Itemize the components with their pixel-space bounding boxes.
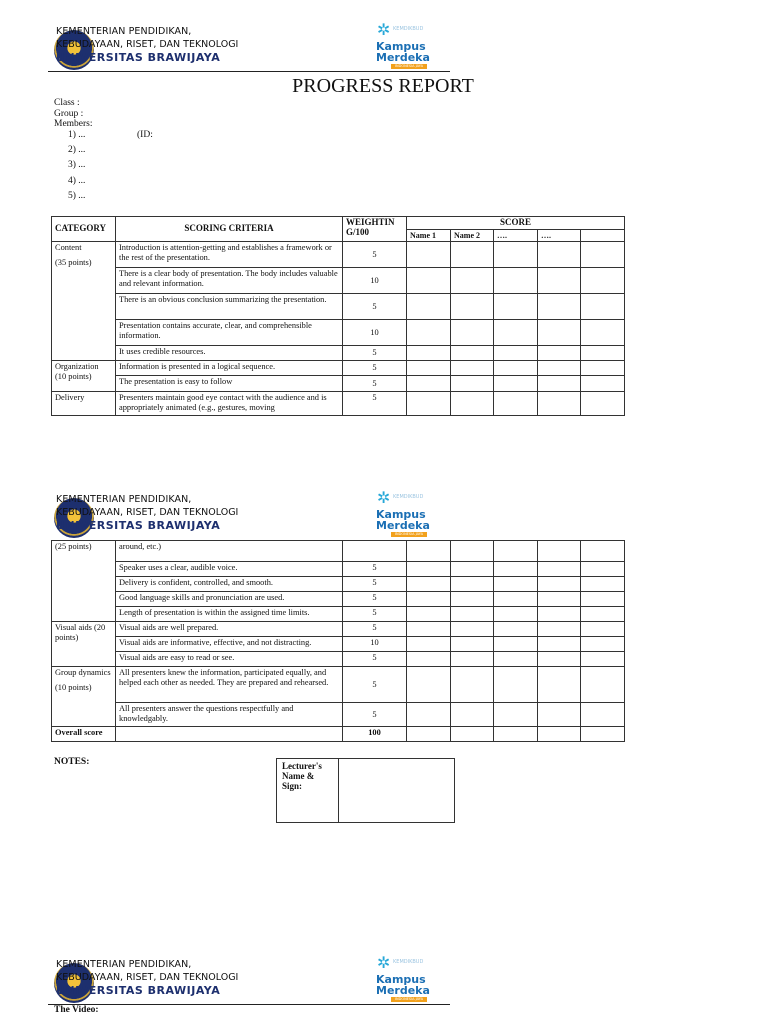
score-cell[interactable] bbox=[407, 294, 451, 320]
score-cell[interactable] bbox=[494, 703, 538, 727]
criteria-cell: Visual aids are informative, effective, and not distracting. bbox=[116, 637, 343, 652]
member-item: 5) ... bbox=[68, 191, 86, 201]
header-name-4: …. bbox=[538, 229, 581, 242]
weight-cell: 5 bbox=[343, 577, 407, 592]
weight-cell: 10 bbox=[343, 320, 407, 346]
header-rule bbox=[48, 1004, 450, 1005]
weight-cell: 5 bbox=[343, 346, 407, 361]
criteria-cell: Delivery is confident, controlled, and smooth. bbox=[116, 577, 343, 592]
criteria-cell: Length of presentation is within the assigned time limits. bbox=[116, 607, 343, 622]
group-label: Group : bbox=[54, 109, 84, 119]
score-cell[interactable] bbox=[451, 622, 494, 637]
member-id-label: (ID: bbox=[137, 130, 153, 140]
score-cell[interactable] bbox=[581, 652, 625, 667]
criteria-cell: Introduction is attention-getting and establishes a framework or the rest of the presentation. bbox=[116, 242, 343, 268]
score-cell[interactable] bbox=[407, 346, 451, 361]
kampus-merdeka-logo: ✲ KEMDIKBUD Kampus Merdeka INDONESIA JAYA bbox=[376, 20, 430, 68]
criteria-cell: around, etc.) bbox=[116, 541, 343, 562]
score-cell[interactable] bbox=[451, 667, 494, 703]
score-cell[interactable] bbox=[581, 622, 625, 637]
score-cell[interactable] bbox=[538, 703, 581, 727]
score-cell[interactable] bbox=[581, 294, 625, 320]
score-cell[interactable] bbox=[407, 541, 451, 562]
ministry-line-1: KEMENTERIAN PENDIDIKAN, bbox=[56, 959, 192, 970]
header-scoring-criteria: SCORING CRITERIA bbox=[116, 217, 343, 242]
kampus-merdeka-star-icon: ✲ bbox=[377, 488, 391, 507]
ministry-line-1: KEMENTERIAN PENDIDIKAN, bbox=[56, 494, 192, 505]
score-cell[interactable] bbox=[581, 562, 625, 577]
overall-weight: 100 bbox=[343, 727, 407, 742]
score-cell[interactable] bbox=[451, 592, 494, 607]
score-cell[interactable] bbox=[451, 562, 494, 577]
university-name: UNIVERSITAS BRAWIJAYA bbox=[56, 519, 221, 532]
score-cell[interactable] bbox=[494, 268, 538, 294]
criteria-cell: All presenters knew the information, participated equally, and helped each other as needed. They are prepared and rehearsed. bbox=[116, 667, 343, 703]
lecturer-sign-box bbox=[276, 758, 455, 823]
category-delivery: Delivery bbox=[52, 392, 116, 416]
score-cell[interactable] bbox=[581, 392, 625, 416]
score-cell[interactable] bbox=[407, 727, 451, 742]
page-title: PROGRESS REPORT bbox=[292, 75, 474, 97]
score-cell[interactable] bbox=[451, 376, 494, 392]
score-cell[interactable] bbox=[407, 320, 451, 346]
category-visual-aids: Visual aids (20 points) bbox=[52, 622, 116, 667]
lecturer-sign-label: Lecturer's Name & Sign: bbox=[277, 759, 339, 822]
header-category: CATEGORY bbox=[52, 217, 116, 242]
score-cell[interactable] bbox=[581, 703, 625, 727]
score-cell[interactable] bbox=[407, 592, 451, 607]
page-header-3 bbox=[48, 955, 453, 1025]
score-cell[interactable] bbox=[538, 294, 581, 320]
score-cell[interactable] bbox=[451, 268, 494, 294]
ministry-line-1: KEMENTERIAN PENDIDIKAN, bbox=[56, 26, 192, 37]
criteria-cell: The presentation is easy to follow bbox=[116, 376, 343, 392]
score-cell[interactable] bbox=[407, 652, 451, 667]
criteria-cell: Good language skills and pronunciation are used. bbox=[116, 592, 343, 607]
score-cell[interactable] bbox=[538, 392, 581, 416]
score-cell[interactable] bbox=[407, 667, 451, 703]
criteria-cell: Information is presented in a logical sequence. bbox=[116, 361, 343, 376]
weight-cell: 10 bbox=[343, 637, 407, 652]
score-cell[interactable] bbox=[494, 667, 538, 703]
header-weighting: WEIGHTIN G/100 bbox=[343, 217, 407, 242]
criteria-cell: There is an obvious conclusion summarizing the presentation. bbox=[116, 294, 343, 320]
criteria-cell: It uses credible resources. bbox=[116, 346, 343, 361]
rubric-table-part-1 bbox=[51, 216, 625, 416]
weight-cell: 5 bbox=[343, 361, 407, 376]
score-cell[interactable] bbox=[581, 577, 625, 592]
score-cell[interactable] bbox=[581, 727, 625, 742]
kampus-merdeka-logo: ✲ KEMDIKBUD Kampus Merdeka INDONESIA JAYA bbox=[376, 953, 430, 1001]
score-cell[interactable] bbox=[494, 607, 538, 622]
weight-cell: 5 bbox=[343, 392, 407, 416]
criteria-cell: Visual aids are easy to read or see. bbox=[116, 652, 343, 667]
score-cell[interactable] bbox=[407, 703, 451, 727]
score-cell[interactable] bbox=[494, 392, 538, 416]
header-score: SCORE bbox=[407, 217, 625, 230]
score-cell[interactable] bbox=[538, 376, 581, 392]
rubric-table-part-2 bbox=[51, 540, 625, 742]
kampus-merdeka-star-icon: ✲ bbox=[377, 953, 391, 972]
video-label: The Video: bbox=[54, 1005, 99, 1015]
score-cell[interactable] bbox=[494, 637, 538, 652]
score-cell[interactable] bbox=[538, 268, 581, 294]
weight-cell: 5 bbox=[343, 703, 407, 727]
score-cell[interactable] bbox=[451, 607, 494, 622]
score-cell[interactable] bbox=[494, 346, 538, 361]
score-cell[interactable] bbox=[494, 242, 538, 268]
class-label: Class : bbox=[54, 98, 80, 108]
score-cell[interactable] bbox=[581, 242, 625, 268]
weight-cell: 5 bbox=[343, 622, 407, 637]
score-cell[interactable] bbox=[407, 361, 451, 376]
score-cell[interactable] bbox=[538, 361, 581, 376]
score-cell[interactable] bbox=[494, 652, 538, 667]
ministry-line-2: KEBUDAYAAN, RISET, DAN TEKNOLOGI bbox=[56, 972, 239, 983]
score-cell[interactable] bbox=[581, 667, 625, 703]
score-cell[interactable] bbox=[581, 268, 625, 294]
score-cell[interactable] bbox=[581, 376, 625, 392]
score-cell[interactable] bbox=[451, 541, 494, 562]
members-label: Members: bbox=[54, 119, 93, 129]
header-name-3: …. bbox=[494, 229, 538, 242]
criteria-cell: All presenters answer the questions respectfully and knowledgably. bbox=[116, 703, 343, 727]
weight-cell: 5 bbox=[343, 667, 407, 703]
score-cell[interactable] bbox=[494, 361, 538, 376]
score-cell[interactable] bbox=[451, 294, 494, 320]
score-cell[interactable] bbox=[494, 577, 538, 592]
weight-cell: 5 bbox=[343, 242, 407, 268]
score-cell[interactable] bbox=[407, 622, 451, 637]
score-cell[interactable] bbox=[451, 242, 494, 268]
score-cell[interactable] bbox=[538, 622, 581, 637]
university-name: UNIVERSITAS BRAWIJAYA bbox=[56, 984, 221, 997]
overall-score-label: Overall score bbox=[52, 727, 116, 742]
criteria-cell: Visual aids are well prepared. bbox=[116, 622, 343, 637]
score-cell[interactable] bbox=[581, 320, 625, 346]
member-item: 4) ... bbox=[68, 176, 86, 186]
category-content: Content (35 points) bbox=[52, 242, 116, 361]
overall-criteria-cell bbox=[116, 727, 343, 742]
score-cell[interactable] bbox=[494, 562, 538, 577]
score-cell[interactable] bbox=[407, 268, 451, 294]
member-item: 2) ... bbox=[68, 145, 86, 155]
score-cell[interactable] bbox=[407, 607, 451, 622]
score-cell[interactable] bbox=[451, 361, 494, 376]
score-cell[interactable] bbox=[581, 592, 625, 607]
criteria-cell: There is a clear body of presentation. The body includes valuable and relevant information. bbox=[116, 268, 343, 294]
score-cell[interactable] bbox=[581, 541, 625, 562]
weight-cell: 5 bbox=[343, 652, 407, 667]
weight-cell: 5 bbox=[343, 592, 407, 607]
score-cell[interactable] bbox=[451, 727, 494, 742]
score-cell[interactable] bbox=[451, 392, 494, 416]
score-cell[interactable] bbox=[494, 541, 538, 562]
university-name: UNIVERSITAS BRAWIJAYA bbox=[56, 51, 221, 64]
score-cell[interactable] bbox=[494, 320, 538, 346]
kampus-merdeka-logo: ✲ KEMDIKBUD Kampus Merdeka INDONESIA JAYA bbox=[376, 488, 430, 536]
member-item: 1) ... bbox=[68, 130, 86, 140]
score-cell[interactable] bbox=[581, 346, 625, 361]
score-cell[interactable] bbox=[407, 376, 451, 392]
score-cell[interactable] bbox=[407, 562, 451, 577]
header-name-1: Name 1 bbox=[407, 229, 451, 242]
weight-cell: 5 bbox=[343, 607, 407, 622]
score-cell[interactable] bbox=[451, 577, 494, 592]
weight-cell: 5 bbox=[343, 376, 407, 392]
score-cell[interactable] bbox=[581, 361, 625, 376]
score-cell[interactable] bbox=[451, 320, 494, 346]
score-cell[interactable] bbox=[407, 242, 451, 268]
weight-cell bbox=[343, 541, 407, 562]
score-cell[interactable] bbox=[538, 592, 581, 607]
kampus-merdeka-star-icon: ✲ bbox=[377, 20, 391, 39]
score-cell[interactable] bbox=[538, 607, 581, 622]
score-cell[interactable] bbox=[538, 667, 581, 703]
member-item: 3) ... bbox=[68, 160, 86, 170]
score-cell[interactable] bbox=[538, 637, 581, 652]
score-cell[interactable] bbox=[581, 637, 625, 652]
category-delivery-cont: (25 points) bbox=[52, 541, 116, 622]
score-cell[interactable] bbox=[451, 652, 494, 667]
score-cell[interactable] bbox=[451, 703, 494, 727]
weight-cell: 5 bbox=[343, 562, 407, 577]
score-cell[interactable] bbox=[407, 577, 451, 592]
notes-label: NOTES: bbox=[54, 757, 90, 767]
score-cell[interactable] bbox=[581, 607, 625, 622]
score-cell[interactable] bbox=[538, 320, 581, 346]
score-cell[interactable] bbox=[494, 592, 538, 607]
criteria-cell: Presentation contains accurate, clear, and comprehensible information. bbox=[116, 320, 343, 346]
weight-cell: 10 bbox=[343, 268, 407, 294]
score-cell[interactable] bbox=[407, 637, 451, 652]
ministry-line-2: KEBUDAYAAN, RISET, DAN TEKNOLOGI bbox=[56, 39, 239, 50]
header-name-2: Name 2 bbox=[451, 229, 494, 242]
weight-cell: 5 bbox=[343, 294, 407, 320]
category-group-dynamics: Group dynamics (10 points) bbox=[52, 667, 116, 727]
score-cell[interactable] bbox=[538, 541, 581, 562]
score-cell[interactable] bbox=[538, 652, 581, 667]
score-cell[interactable] bbox=[538, 346, 581, 361]
score-cell[interactable] bbox=[494, 727, 538, 742]
score-cell[interactable] bbox=[407, 392, 451, 416]
score-cell[interactable] bbox=[494, 294, 538, 320]
criteria-cell: Speaker uses a clear, audible voice. bbox=[116, 562, 343, 577]
header-rule bbox=[48, 71, 450, 72]
score-cell[interactable] bbox=[538, 577, 581, 592]
score-cell[interactable] bbox=[494, 622, 538, 637]
score-cell[interactable] bbox=[494, 376, 538, 392]
score-cell[interactable] bbox=[451, 346, 494, 361]
category-organization: Organization (10 points) bbox=[52, 361, 116, 392]
header-name-5 bbox=[581, 229, 625, 242]
score-cell[interactable] bbox=[451, 637, 494, 652]
score-cell[interactable] bbox=[538, 562, 581, 577]
criteria-cell: Presenters maintain good eye contact with the audience and is appropriately animated (e.g., gestures, moving bbox=[116, 392, 343, 416]
score-cell[interactable] bbox=[538, 727, 581, 742]
score-cell[interactable] bbox=[538, 242, 581, 268]
ministry-line-2: KEBUDAYAAN, RISET, DAN TEKNOLOGI bbox=[56, 507, 239, 518]
